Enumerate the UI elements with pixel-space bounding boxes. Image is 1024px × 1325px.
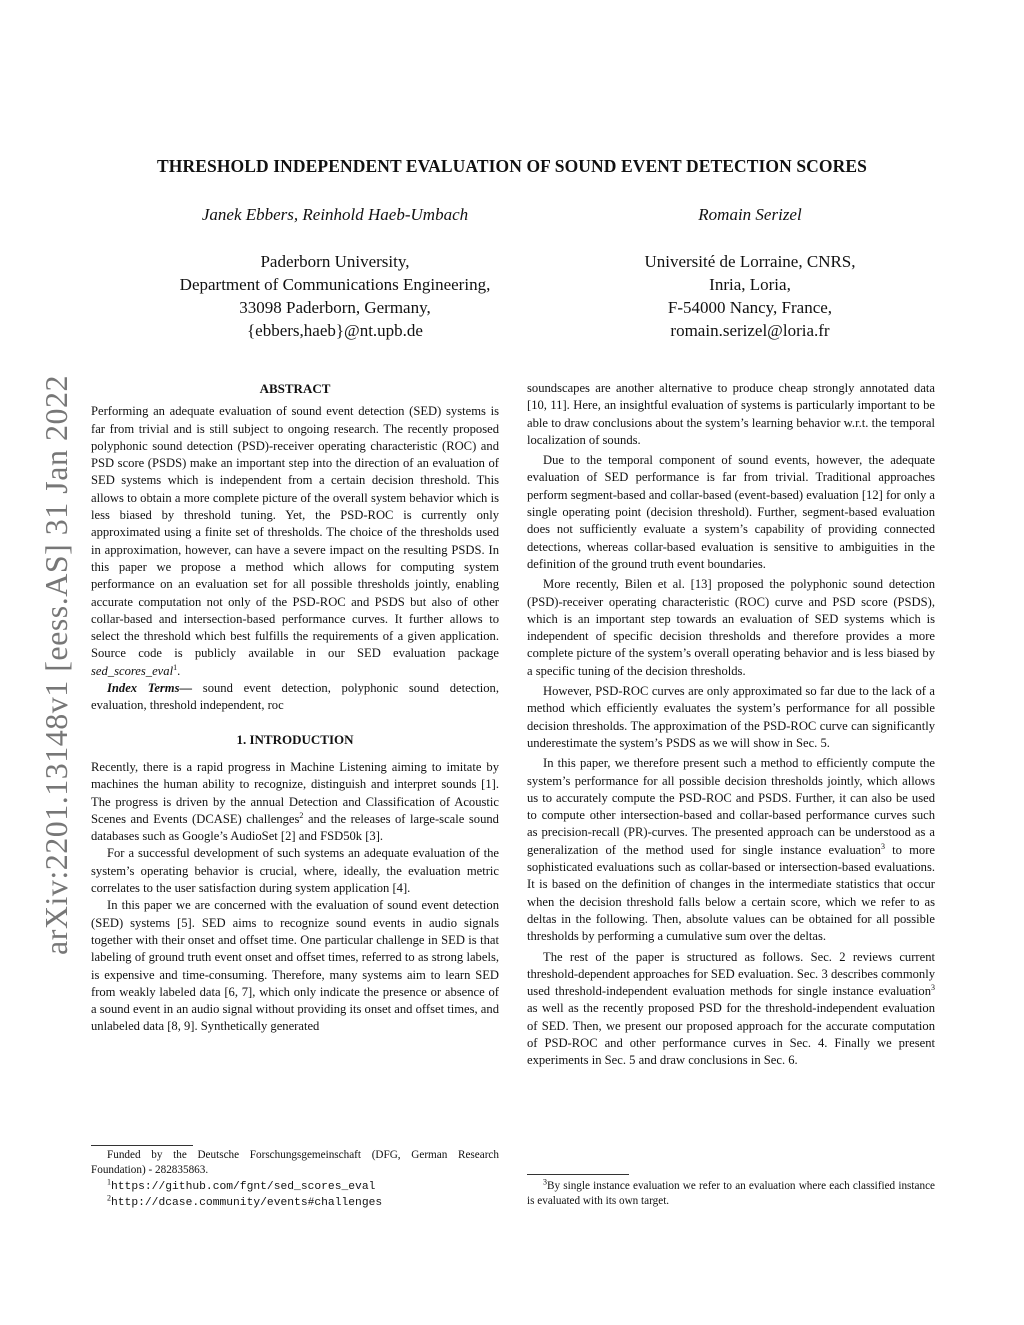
affiliation-line: Université de Lorraine, CNRS, <box>644 252 856 271</box>
affiliation-line: Department of Communications Engineering, <box>179 275 491 294</box>
authors-left: Janek Ebbers, Reinhold Haeb-Umbach <box>201 205 469 224</box>
footnote-marker: 3 <box>880 841 885 851</box>
footnote-2: $^2$http://dcase.community/events#challenges <box>107 1193 383 1209</box>
affiliation-line: Paderborn University, <box>260 252 410 271</box>
index-terms-label: Index Terms— <box>107 681 193 696</box>
body-paragraph: soundscapes are another alternative to produce cheap strongly annotated data [10, 11]. Here, an insightful evaluation of systems is particularly important to be able to draw conclusions about the system’s learning behavior w.r.t. the temporal localization of sounds. <box>527 381 935 447</box>
affiliation-email: {ebbers,haeb}@nt.upb.de <box>247 321 423 340</box>
authors-right: Romain Serizel <box>698 205 802 224</box>
affiliation-line: Inria, Loria, <box>709 275 791 294</box>
body-paragraph: Due to the temporal component of sound events, however, the adequate evaluation of SED performance is far from trivial. Traditional approaches perform segment-based and collar-based (event-based) evaluation [12] for only a single operating point (decision threshold). Further, segment-based evaluation does not sufficiently evaluate a system’s capability of providing connected detections, whereas collar-based evaluation is sensitive to ambiguities in the definition of the ground truth event boundaries. <box>527 453 935 571</box>
affiliation-email: romain.serizel@loria.fr <box>670 321 830 340</box>
paper-title: THRESHOLD INDEPENDENT EVALUATION OF SOUND EVENT DETECTION SCORES <box>157 156 867 176</box>
footnote-marker: 1 <box>173 662 178 672</box>
footnote-2-url[interactable]: http://dcase.community/events#challenges <box>111 1197 383 1209</box>
right-column <box>527 380 935 1070</box>
intro-paragraph: For a successful development of such systems an adequate evaluation of the system’s operating behavior is crucial, where, ideally, the evaluation metric correlates to the user satisfaction during system application [4]. <box>91 846 499 896</box>
intro-paragraph: Recently, there is a rapid progress in Machine Listening aiming to imitate by machines the human ability to recognize, distinguish and interpret sounds [1]. The progress is driven by the annual Detection and Classification of Acoustic Scenes and Events (DCASE) challenges$^2$ and the releases of large-scale sound databases such as Google’s AudioSet [2] and FSD50k [3]. <box>91 759 499 844</box>
body-paragraph: The rest of the paper is structured as follows. Sec. 2 reviews current threshold-dependent approaches for SED evaluation. Sec. 3 describes commonly used threshold-independent evaluation methods for single instance evaluation$^3$ as well as the recently proposed PSD for the threshold-independent evaluation of SED. Then, we present our proposed approach for the accurate computation of PSD-ROC and other performance curves in Sec. 4. Finally we present experiments in Sec. 5 and draw conclusions in Sec. 6. <box>527 949 935 1068</box>
footnote-1-url[interactable]: https://github.com/fgnt/sed_scores_eval <box>111 1181 376 1193</box>
body-paragraph: More recently, Bilen et al. [13] proposed the polyphonic sound detection (PSD)-receiver operating characteristic (ROC) curve and PSD score (PSDS), which is an important step towards an evaluation of SED systems which is independent of specific decision thresholds and therefore provides a more complete picture of the system’s overall operating behavior and is less biased by a specific tuning of the decision thresholds. <box>527 577 935 678</box>
index-terms: Index Terms— sound event detection, polyphonic sound detection, evaluation, threshold independent, roc <box>91 681 499 713</box>
arxiv-sidebar-stamp: arXiv:2201.13148v1 [eess.AS] 31 Jan 2022 <box>38 375 74 955</box>
body-paragraph: In this paper, we therefore present such a method to efficiently compute the system’s performance for all possible decision thresholds jointly, which allows us to accurately compute the PSD-ROC and PSDS. Further, it can also be used to compute other intersection-based and collar-based performance curves such as precision-recall (PR)-curves. The presented approach can be understood as a generalization of the method used for single instance evaluation$^3$ to more sophisticated evaluations such as collar-based or intersection-based evaluations. It is based on the definition of changes in the intermediate statistics that occur when the decision threshold falls below a certain score, which we refer to as deltas in the following. Then, absolute values can be obtained for all possible thresholds by performing a cumulative sum over the deltas. <box>527 756 935 944</box>
affiliation-line: F-54000 Nancy, France, <box>667 298 833 317</box>
abstract-heading: ABSTRACT <box>259 381 331 396</box>
affiliation-right <box>560 250 940 342</box>
body-paragraph: However, PSD-ROC curves are only approximated so far due to the lack of a method which efficiently evaluates the system’s performance for all possible decision thresholds. The approximation of the PSD-ROC curve can significantly underestimate the system’s PSDS as we will show in Sec. 5. <box>527 684 935 750</box>
footnote-3: $^3$By single instance evaluation we refer to an evaluation where each classified instance is evaluated with its own target. <box>527 1177 935 1207</box>
footnote-rule <box>527 1174 629 1175</box>
introduction-heading: 1. INTRODUCTION <box>236 731 354 747</box>
affiliation-line: 33098 Paderborn, Germany, <box>239 298 431 317</box>
footnote-marker: 2 <box>299 810 304 820</box>
footnote-funding: Funded by the Deutsche Forschungsgemeinschaft (DFG, German Research Foundation) - 282835863. <box>91 1149 499 1176</box>
abstract-text: Performing an adequate evaluation of sound event detection (SED) systems is far from trivial and is still subject to ongoing research. The recently proposed polyphonic sound detection (PSD)-receiver operating characteristic (ROC) and PSD score (PSDS) make an important step into the direction of an evaluation of SED systems which is independent from a certain decision threshold. This allows to obtain a more complete picture of the overall system behavior which is less biased by threshold tuning. Yet, the PSD-ROC is currently only approximated using a finite set of thresholds. The choice of the thresholds used in approximation, however, can have a severe impact on the resulting PSDS. In this paper we propose a method which allows for computing system performance on an evaluation set for all possible thresholds jointly, enabling accurate computation not only of the PSD-ROC and PSDS but also of other collar-based and intersection-based performance curves. It further allows to select the threshold which best fulfills the requirements of a given application. Source code is publicly available in our SED evaluation package sed_scores_eval$^1$. <box>91 404 499 678</box>
intro-paragraph: In this paper we are concerned with the evaluation of sound event detection (SED) systems [5]. SED aims to recognize sound events in audio signals together with their onset and offset time. One particular challenge in SED is that labeling of ground truth event onset and offset times, referred to as strong labels, is expensive and time-consuming. Therefore, many systems aim to learn SED from weakly labeled data [6, 7], which only indicate the presence or absence of a sound event in an audio signal without providing its onset and offset times, and unlabeled data [8, 9]. Synthetically generated <box>91 898 499 1034</box>
left-column <box>91 380 499 1036</box>
affiliation-left <box>95 250 575 342</box>
package-name: sed_scores_eval <box>91 663 174 678</box>
footnote-marker: 3 <box>931 982 935 992</box>
footnote-1: $^1$https://github.com/fgnt/sed_scores_eval <box>107 1177 376 1193</box>
footnote-rule <box>91 1145 193 1146</box>
